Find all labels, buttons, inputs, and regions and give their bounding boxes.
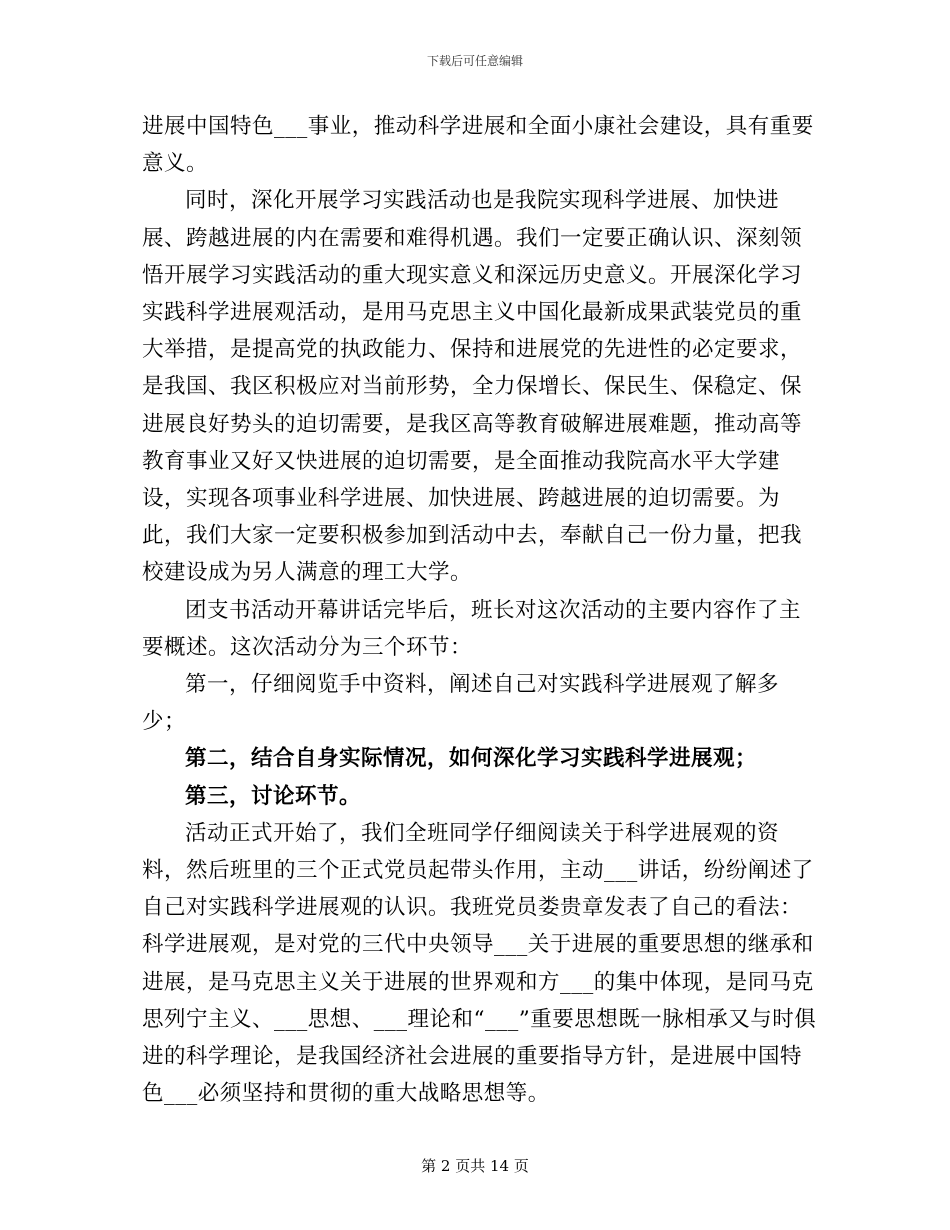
page-header: 下载后可任意编辑 xyxy=(426,54,523,68)
paragraph-significance: 同时，深化开展学习实践活动也是我院实现科学进展、加快进展、跨越进展的内在需要和难得机遇。我们一定要正确认识、深刻领悟开展学习实践活动的重大现实意义和深远历史意义。开展深化学习实践科学进展观活动，是用马克思主义中国化最新成果武装党员的重大举措，是提高党的执政能力、保持和进展党的先进性的必定要求，是我国、我区积极应对当前形势，全力保增长、保民生、保稳定、保进展良好势头的迫切需要，是我区高等教育破解进展难题，推动高等教育事业又好又快进展的迫切需要，是全面推动我院高水平大学建设，实现各项事业科学进展、加快进展、跨越进展的迫切需要。为此，我们大家一定要积极参加到活动中去，奉献自己一份力量，把我校建设成为另人满意的理工大学。 xyxy=(142,188,803,586)
list-item-step-one: 第一，仔细阅览手中资料，阐述自己对实践科学进展观了解多少； xyxy=(142,672,780,735)
paragraph-activity-overview: 团支书活动开幕讲话完毕后，班长对这次活动的主要内容作了主要概述。这次活动分为三个环节： xyxy=(142,597,802,660)
list-item-step-three: 第三，讨论环节。 xyxy=(185,783,362,809)
paragraph-continuation: 进展中国特色___事业，推动科学进展和全面小康社会建设，具有重要意义。 xyxy=(142,114,814,177)
page-number: 第 2 页共 14 页 xyxy=(421,1157,529,1175)
paragraph-discussion: 活动正式开始了，我们全班同学仔细阅读关于科学进展观的资料，然后班里的三个正式党员起带头作用，主动___讲话，纷纷阐述了自己对实践科学进展观的认识。我班党员娄贵章发表了自己的看法：科学进展观，是对党的三代中央领导___关于进展的重要思想的继承和进展，是马克思主义关于进展的世界观和方___的集中体现，是同马克思列宁主义、___思想、___理论和“___”重要思想既一脉相承又与时俱进的科学理论，是我国经济社会进展的重要指导方针，是进展中国特色___必须坚持和贯彻的重大战略思想等。 xyxy=(142,820,817,1107)
document-body xyxy=(142,108,817,1112)
list-item-step-two: 第二，结合自身实际情况，如何深化学习实践科学进展观； xyxy=(185,746,758,772)
